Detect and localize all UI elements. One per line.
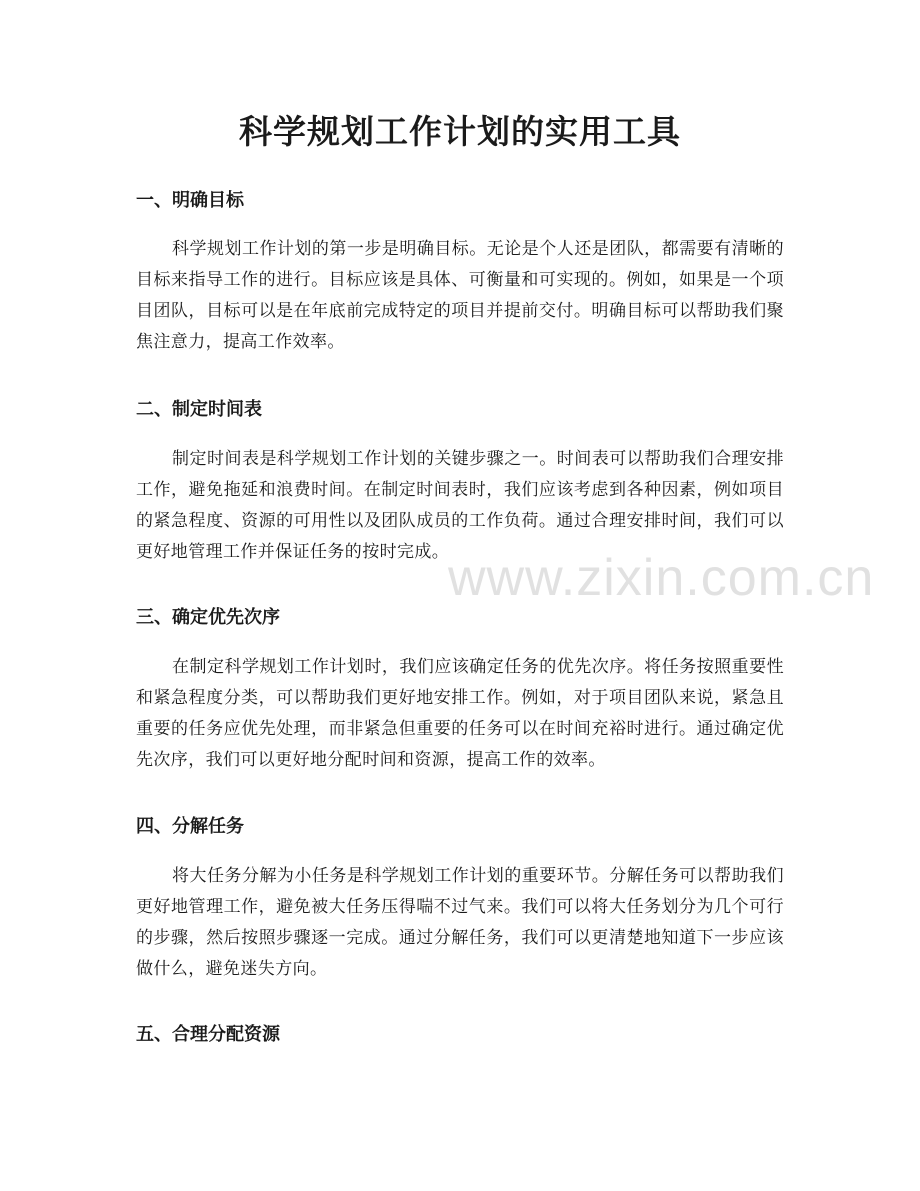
section-heading-3: 三、确定优先次序 <box>136 607 280 628</box>
section-body-1: 科学规划工作计划的第一步是明确目标。无论是个人还是团队，都需要有清晰的目标来指导工作的进行。目标应该是具体、可衡量和可实现的。例如，如果是一个项目团队，目标可以是在年底前完成特定的项目并提前交付。明确目标可以帮助我们聚焦注意力，提高工作效率。 <box>136 239 784 352</box>
document-title: 科学规划工作计划的实用工具 <box>239 112 681 151</box>
section-heading-1: 一、明确目标 <box>136 190 244 211</box>
watermark: www.zixin.com.cn <box>448 549 875 607</box>
section-body-3: 在制定科学规划工作计划时，我们应该确定任务的优先次序。将任务按照重要性和紧急程度分类，可以帮助我们更好地安排工作。例如，对于项目团队来说，紧急且重要的任务应优先处理，而非紧急但重要的任务可以在时间充裕时进行。通过确定优先次序，我们可以更好地分配时间和资源，提高工作的效率。 <box>136 657 784 770</box>
section-heading-4: 四、分解任务 <box>136 816 244 837</box>
section-heading-5: 五、合理分配资源 <box>136 1024 280 1045</box>
section-body-2: 制定时间表是科学规划工作计划的关键步骤之一。时间表可以帮助我们合理安排工作，避免拖延和浪费时间。在制定时间表时，我们应该考虑到各种因素，例如项目的紧急程度、资源的可用性以及团队成员的工作负荷。通过合理安排时间，我们可以更好地管理工作并保证任务的按时完成。 <box>136 449 784 562</box>
section-body-4: 将大任务分解为小任务是科学规划工作计划的重要环节。分解任务可以帮助我们更好地管理工作，避免被大任务压得喘不过气来。我们可以将大任务划分为几个可行的步骤，然后按照步骤逐一完成。通过分解任务，我们可以更清楚地知道下一步应该做什么，避免迷失方向。 <box>136 866 784 979</box>
section-heading-2: 二、制定时间表 <box>136 399 262 420</box>
